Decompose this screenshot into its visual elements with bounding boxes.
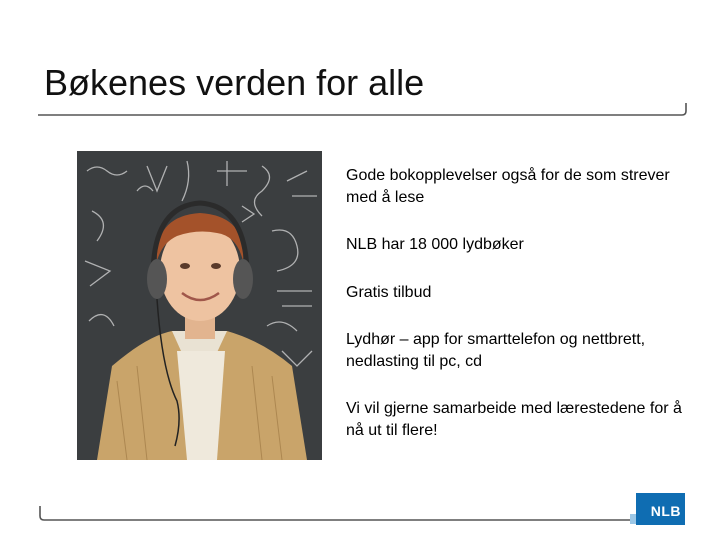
bullet-item: Gratis tilbud <box>346 283 432 301</box>
bottom-divider <box>36 506 636 526</box>
bullet-item: Gode bokopplevelser også for de som strever med å lese <box>346 167 670 206</box>
boy-headphones-photo <box>77 151 322 460</box>
bullet-item: NLB har 18 000 lydbøker <box>346 236 524 253</box>
top-divider <box>38 103 688 119</box>
bullet-item: Vi vil gjerne samarbeide med lærestedene for å nå ut til flere! <box>346 400 682 439</box>
bullet-list <box>346 165 686 467</box>
nlb-logo <box>636 493 685 525</box>
bullet-item: Lydhør – app for smarttelefon og nettbrett, nedlasting til pc, cd <box>346 331 646 370</box>
slide-title: Bøkenes verden for alle <box>44 62 425 103</box>
logo-text: NLB <box>650 503 681 519</box>
